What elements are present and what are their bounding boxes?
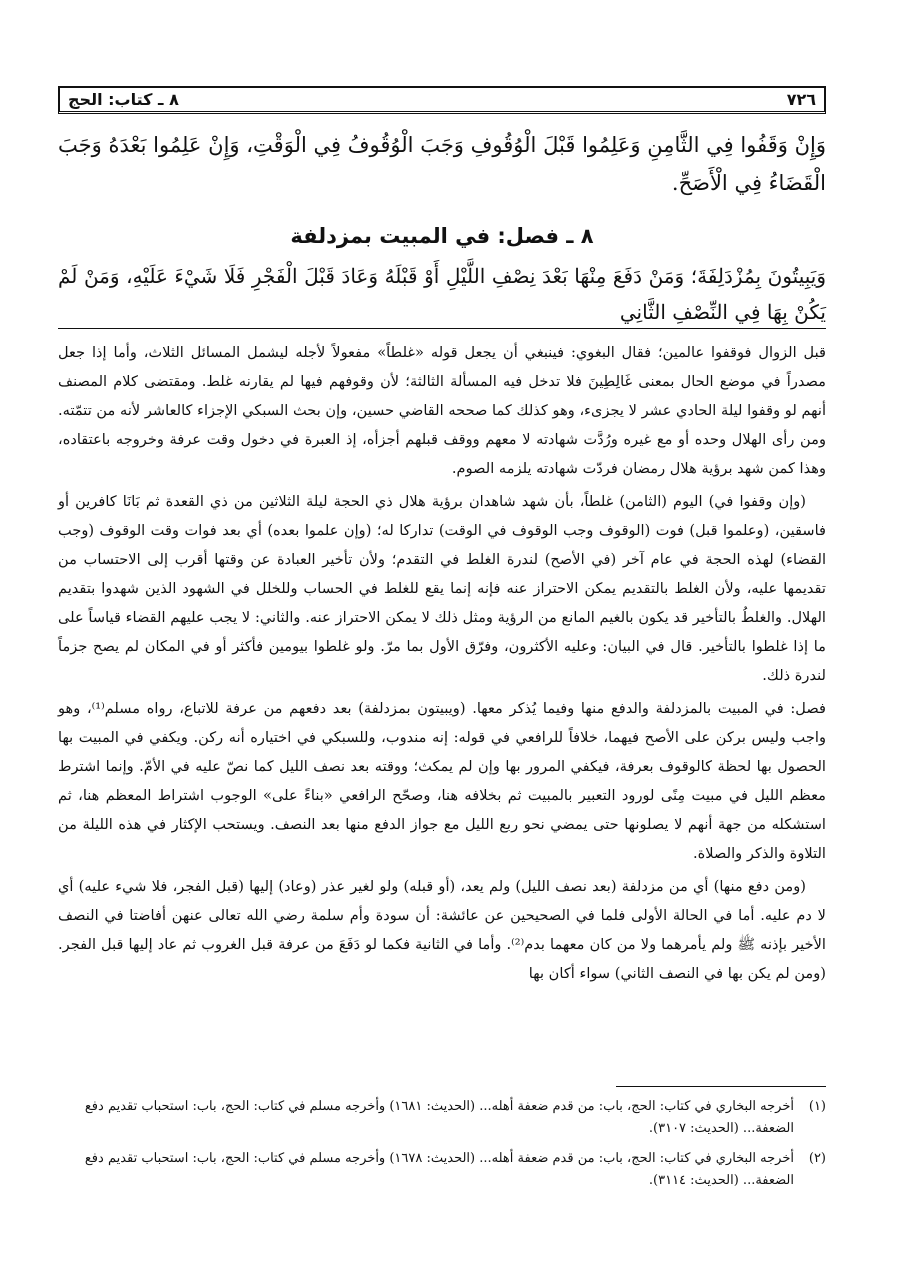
commentary-paragraph: قبل الزوال فوقفوا عالمين؛ فقال البغوي: فينبغي أن يجعل قوله «غلطاً» مفعولاً لأجله ليشمل المسائل الثلاث، وأما إذا جعل مصدراً في موضع الحال بمعنى غَالِطِينَ فلا تدخل فيه المسألة الثالثة؛ لأن وقوفهم فيها لم يقارنه غلط. ومقتضى كلام المصنف أنهم لو وقفوا ليلة الحادي عشر لا يجزىء، وهو كذلك كما صححه القاضي حسين، وإن بحث السبكي الإجزاء كالعاشر لأنه من تتمّته. ومن رأى الهلال وحده أو مع غيره ورُدَّت شهادته لا معهم ووقف قبلهم أجزأه، إذ العبرة في دخول وقت عرفة وخروجه باعتقاده، وهذا كمن شهد برؤية هلال رمضان فردّت شهادته يلزمه الصوم. [58, 344, 826, 477]
commentary-paragraph: فصل: في المبيت بالمزدلفة والدفع منها وفيما يُذكر معها. (ويبيتون بمزدلفة) بعد دفعهم من عرفة للاتباع، رواه مسلم⁽¹⁾، وهو واجب وليس بركن على الأصح فيهما، خلافاً للرافعي في قوله: إنه مندوب، وللسبكي في اختياره أنه ركن. ويكفي في المبيت بها الحصول بها لحظة كالوقوف بعرفة، فيكفي المرور بها وإن لم يمكث؛ ووقته بعد نصف الليل كما نصّ عليه في الأمّ. وإنما اشترط معظم الليل في مبيت مِنًى لورود التعبير بالمبيت ثم بخلافه هنا، وصحّح الرافعي «بناءً على» الوجوب اشتراط المعظم هنا، ثم استشكله من جهة أنهم لا يصلونها حتى يمضي نحو ربع الليل مع جواز الدفع منها بعد النصف. ويستحب الإكثار في هذه الليلة من التلاوة والذكر والصلاة. [58, 700, 826, 862]
matn-text-top: وَإِنْ وَقَفُوا فِي الثَّامِنِ وَعَلِمُوا قَبْلَ الْوُقُوفِ وَجَبَ الْوُقُوفُ فِي الْوَقْتِ، وَإِنْ عَلِمُوا بَعْدَهُ وَجَبَ الْقَضَاءُ فِي الْأَصَحِّ. [58, 133, 826, 195]
footnotes [58, 1096, 826, 1200]
commentary-paragraph: (وإن وقفوا في) اليوم (الثامن) غلطاً، بأن شهد شاهدان برؤية هلال ذي الحجة ليلة الثلاثين من ذي القعدة ثم بَانَا كافرين أو فاسقين، (وعلموا قبل) فوت (الوقوف وجب الوقوف في الوقت) تداركا له؛ (وإن علموا بعده) أي بعد فوات وقت الوقوف (وجب القضاء) لهذه الحجة في عام آخر (في الأصح) لندرة الغلط في التقدم؛ ولأن تأخير العبادة عن وقتها أقرب إلى الاحتساب من تقديمها عليه، ولأن الغلط بالتقديم يمكن الاحتراز عنه فإنه إنما يقع للغلط في الحساب وللخلل في الشهود الذين شهدوا بتقديم الهلال. والغلطُ بالتأخير قد يكون بالغيم المانع من الرؤية ومثل ذلك لا يمكن الاحتراز عنه. والثاني: لا يجب عليهم القضاء قياساً على ما إذا غلطوا بالتأخير. قال في البيان: وعليه الأكثرون، وفرّق الأول بما مرّ. ولو غلطوا بيومين فأكثر أو في المكان لم يصح جزماً لندرة ذلك. [58, 493, 826, 684]
section-title: ٨ ـ فصل: في المبيت بمزدلفة [290, 224, 594, 248]
chapter-title: ٨ ـ كتاب: الحج [68, 90, 179, 109]
footnote [58, 1096, 826, 1140]
footnote-text: أخرجه البخاري في كتاب: الحج، باب: من قدم ضعفة أهله... (الحديث: ١٦٨١) وأخرجه مسلم في كتاب: الحج، باب: استحباب تقديم دفع الضعفة... (الحديث: ٣١٠٧). [84, 1099, 794, 1136]
book-page [58, 86, 826, 1216]
commentary-block [58, 338, 826, 988]
footnote-text: أخرجه البخاري في كتاب: الحج، باب: من قدم ضعفة أهله... (الحديث: ١٦٧٨) وأخرجه مسلم في كتاب: الحج، باب: استحباب تقديم دفع الضعفة... (الحديث: ٣١١٤). [84, 1151, 794, 1188]
matn-commentary-divider [58, 328, 826, 329]
matn-text-section: وَيَبِيتُونَ بِمُزْدَلِفَةَ؛ وَمَنْ دَفَعَ مِنْهَا بَعْدَ نِصْفِ اللَّيْلِ أَوْ قَبْلَهُ وَعَادَ قَبْلَ الْفَجْرِ فَلَا شَيْءَ عَلَيْهِ، وَمَنْ لَمْ يَكُنْ بِهَا فِي النِّصْفِ الثَّانِي [58, 264, 826, 324]
footnote-number: (٢) [808, 1151, 826, 1166]
page-number: ٧٢٦ [786, 90, 816, 109]
footnote [58, 1148, 826, 1192]
footnote-divider [616, 1086, 826, 1087]
footnote-number: (١) [808, 1099, 826, 1114]
commentary-paragraph: (ومن دفع منها) أي من مزدلفة (بعد نصف الليل) ولم يعد، (أو قبله) ولو لغير عذر (وعاد) إليها (قبل الفجر، فلا شيء عليه) أي لا دم عليه. أما في الحالة الأولى فلما في الصحيحين عن عائشة: أن سودة وأم سلمة رضي الله تعالى عنهن أفاضتا في النصف الأخير بإذنه ﷺ ولم يأمرهما ولا من كان معهما بدم⁽²⁾. وأما في الثانية فكما لو دَفَعَ من عرفة قبل الغروب ثم عاد إليها قبل الفجر. (ومن لم يكن بها في النصف الثاني) سواء أكان بها [58, 878, 826, 982]
page-header [58, 86, 826, 114]
